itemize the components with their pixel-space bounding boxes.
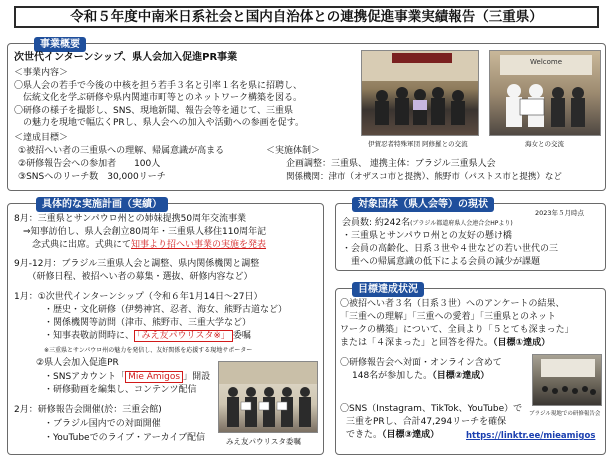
ach-p1-line: ワークの構築」について、全員より「５とても深まった」 — [340, 325, 574, 335]
goal2-achieved: （目標②達成） — [432, 371, 490, 381]
mietomo-photo-caption: みえ友パウリスタ委嘱 — [226, 437, 301, 446]
target-members: 会員数: 約242名(ブラジル都道府県人会連合会HPより) — [342, 218, 513, 228]
ach-p3-line: 〇SNS（Instagram、TikTok、YouTube）で — [340, 404, 523, 414]
system-line: 関係機関：津市（オザスコ市と提携）、熊野市（パストス市と提携）など — [286, 172, 562, 182]
ach-p3-line: できた。（目標③達成） — [346, 430, 440, 440]
goal-item: ②研修報告会への参加者 100人 — [18, 159, 161, 169]
goal3-achieved: （目標③達成） — [382, 430, 440, 440]
plan-jan2-head: ②県人会加入促進PR — [36, 358, 119, 368]
target-label: 対象団体（県人会等）の現状 — [352, 197, 494, 212]
goal-item: ③SNSへのリーチ数 30,000リーチ — [18, 172, 166, 182]
achievement-label: 目標達成状況 — [352, 282, 424, 297]
report-photo — [532, 354, 602, 406]
ama-photo-caption: 海女との交流 — [525, 140, 564, 148]
goal-item: ①被招へい者の三重県への理解、帰属意識が高まる — [18, 146, 225, 156]
ach-p3-line: 三重をPRし、合計47,294リーチを確保 — [346, 417, 507, 427]
plan-jan-item: ・歴史・文化研修（伊勢神宮、忍者、海女、熊野古道など） — [44, 305, 288, 315]
ama-photo — [489, 50, 601, 136]
ach-p2-line: 〇研修報告会へ対面・オンライン含めて — [340, 358, 502, 368]
plan-jan-head: 1月：①次世代インターンシップ（令和６年1月14日～27日） — [14, 292, 263, 302]
plan-jan-item: ・関係機関等訪問（津市、熊野市、三重大学など） — [44, 318, 252, 328]
ach-p1-line: または「４深まった」と回答を得た。（目標①達成） — [340, 338, 551, 348]
ninja-photo-caption: 伊賀忍者特殊軍団 阿修羅との交流 — [368, 140, 468, 148]
goals-label: ＜達成目標＞ — [14, 133, 69, 143]
content-line: 伝統文化を学ぶ研修や県内関連市町等とのネットワーク構築を図る。 — [14, 93, 303, 103]
target-line: 重への帰属意識の低下による会員の減少が課題 — [342, 257, 541, 267]
target-line: ・会員の高齢化、日系３世や４世などの若い世代の三 — [342, 244, 559, 254]
ach-p2-line: 148名が参加した。（目標②達成） — [352, 371, 490, 381]
plan-feb-item: ・YouTubeでのライブ・アーカイブ配信 — [44, 433, 206, 443]
target-date: 2023年５月時点 — [535, 209, 585, 217]
goal1-achieved: （目標①達成） — [493, 338, 551, 348]
plan-feb-head: 2月：研修報告会開催(於：三重会館) — [14, 405, 162, 415]
mietomo-photo — [218, 361, 318, 433]
plan-jan2-sns: ・SNSアカウント「 Mie Amigos 」開設 — [44, 372, 211, 382]
plan-sep-line: （研修日程、被招へい者の募集・選抜、研修内容など） — [14, 272, 253, 282]
plan-aug-line: 8月：三重県とサンパウロ州との姉妹提携50周年交流事業 — [14, 214, 247, 224]
plan-jan2-video: ・研修動画を編集し、コンテンツ配信 — [44, 385, 197, 395]
plan-jan-governor: ・知事表敬訪問時に、 「みえ友パウリスタ※」 委嘱 — [44, 331, 251, 341]
content-line: の魅力を現地で幅広くPRし、県人会への加入や活動への参画を促す。 — [14, 118, 304, 128]
aug-highlight: 知事より招へい事業の実施を発表 — [131, 240, 267, 250]
plan-sep-line: 9月-12月：ブラジル三重県人会と調整、県内関係機関と調整 — [14, 259, 260, 269]
target-line: ・三重県とサンパウロ州との友好の懸け橋 — [342, 231, 512, 241]
plan-aug-line: ⇒知事訪伯し、県人会創立80周年・三重県人移住110周年記 — [14, 227, 267, 237]
overview-heading: 次世代インターンシップ、県人会加入促進PR事業 — [14, 52, 238, 63]
ach-p1-line: 「三重への理解」「三重への愛着」「三重県とのネット — [340, 312, 557, 322]
content-line: 〇県人会の若手で今後の中核を担う若手３名と引率１名を県に招聘し、 — [14, 81, 303, 91]
welcome-sign-text: Welcome — [530, 58, 563, 66]
ninja-photo — [361, 50, 479, 136]
ach-p1-line: 〇被招へい者３名（日系３世）へのアンケートの結果、 — [340, 299, 565, 309]
system-line: 企画調整：三重県、 連携主体：ブラジル三重県人会 — [286, 159, 496, 169]
content-line: 〇研修の様子を撮影し、SNS、現地新聞、報告会等を通じて、三重県 — [14, 106, 293, 116]
report-photo-caption: ブラジル現地での研修報告会 — [529, 411, 601, 417]
plan-aug-line: 念式典に出席。式典にて知事より招へい事業の実施を発表 — [14, 240, 267, 250]
content-label: ＜事業内容＞ — [14, 68, 69, 78]
plan-label: 具体的な実施計画（実績） — [36, 197, 168, 212]
system-label: ＜実施体制＞ — [266, 146, 321, 156]
page-title: 令和５年度中南米日系社会と国内自治体との連携促進事業実績報告（三重県） — [14, 6, 599, 28]
plan-jan-note: ※三重県とサンパウロ州の魅力を発信し、友好関係を応援する現地サポーター — [44, 347, 253, 354]
mieamigos-link[interactable]: https://linktr.ee/mieamigos — [466, 431, 596, 441]
plan-feb-item: ・ブラジル国内での対面開催 — [44, 419, 161, 429]
overview-label: 事業概要 — [34, 37, 86, 52]
mie-amigos-box: Mie Amigos — [125, 371, 183, 383]
mietomo-box: 「みえ友パウリスタ※」 — [134, 330, 233, 342]
